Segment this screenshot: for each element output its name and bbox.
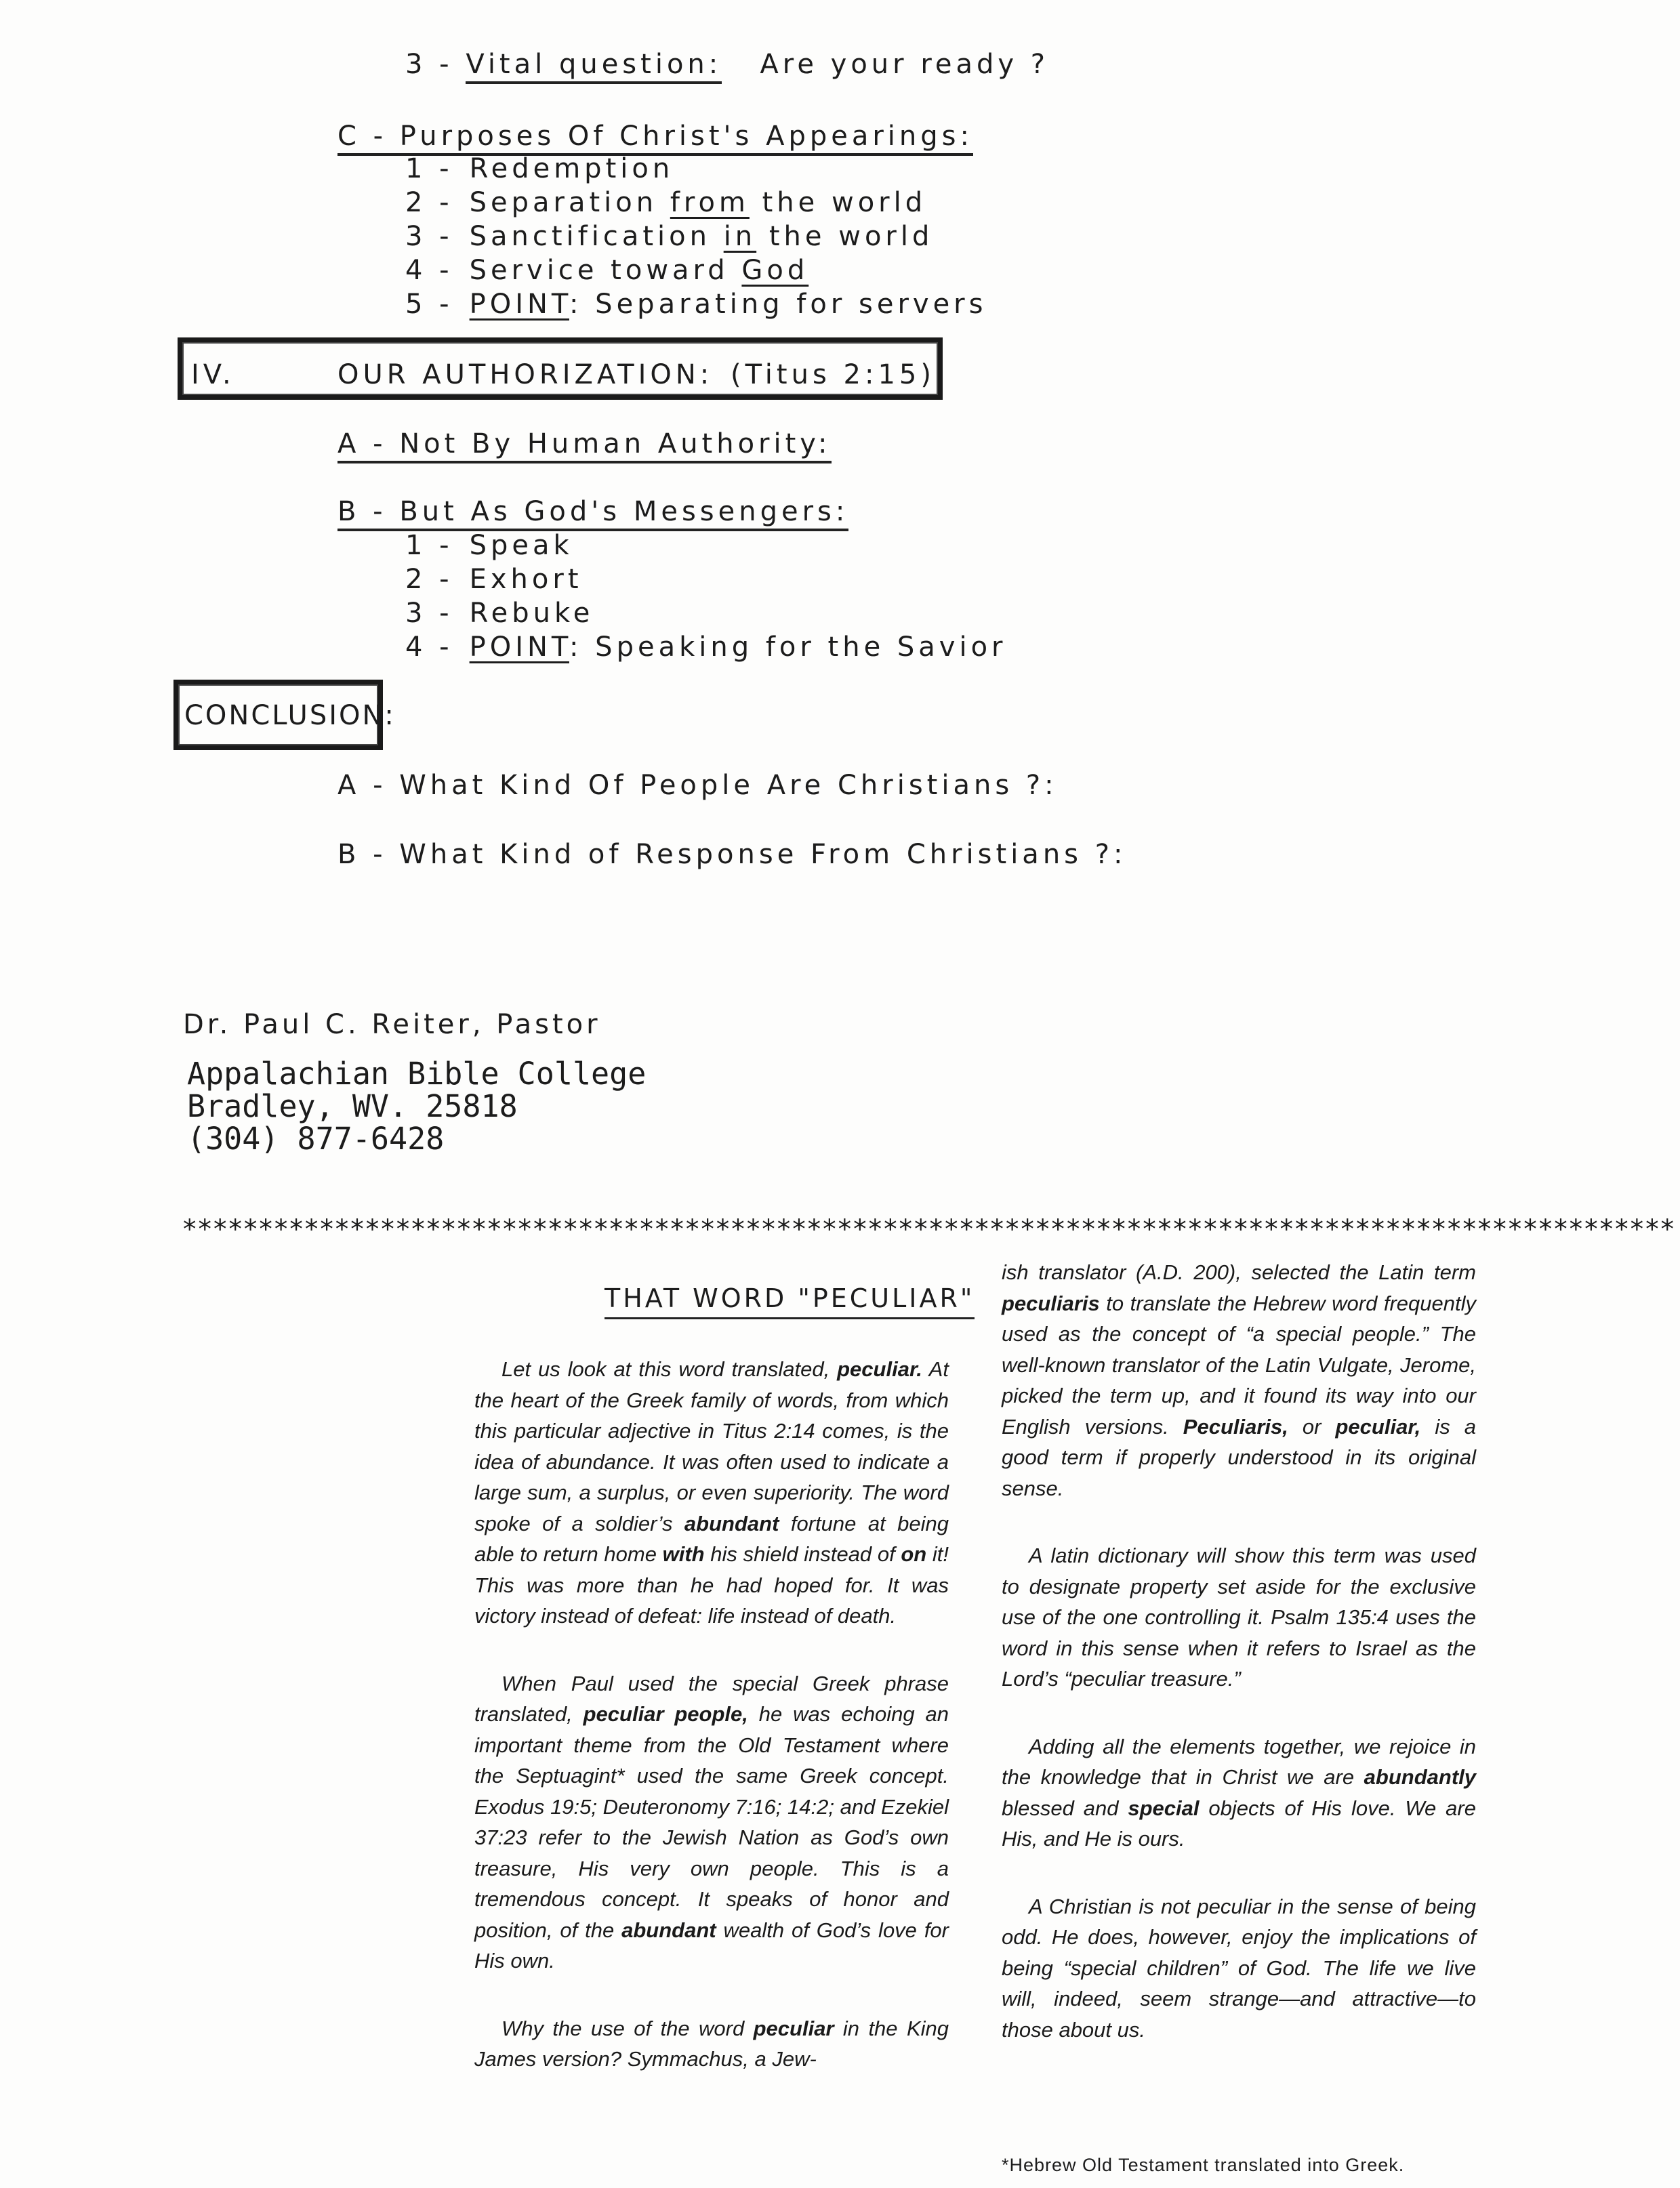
article-paragraph: A Christian is not peculiar in the sense of being odd. He does, however, enjoy the implications of being “special children” of God. The life we live will, indeed, seem strange—and attractive—to those about us. — [1002, 1894, 1476, 2042]
section-letter: B - — [337, 496, 387, 527]
item-number: 2 - — [405, 564, 453, 595]
college-name — [187, 1056, 646, 1092]
article-column-right — [1002, 1257, 1476, 2082]
list-item — [405, 289, 987, 320]
pastor-name — [183, 1009, 601, 1040]
item-number: 3 - — [405, 221, 453, 252]
conclusion-point-b — [337, 839, 1126, 870]
asterisk-divider: ************************************************************************************************** — [182, 1214, 1675, 1245]
section-letter: C - — [337, 121, 388, 152]
article-column-left — [474, 1354, 949, 2075]
college-phone — [187, 1121, 444, 1157]
item-number: 3 - — [405, 49, 453, 80]
list-item — [405, 632, 1007, 663]
section-iv-reference — [731, 359, 935, 390]
article-paragraph: A latin dictionary will show this term was used to designate property set aside for the exclusive use of the one controlling it. Psalm 135:4 uses the word in this sense when it refers to Israel as the Lord’s “peculiar treasure.” — [1002, 1544, 1476, 1691]
item-text: Sanctification — [469, 221, 724, 252]
article-paragraph: Adding all the elements together, we rejoice in the knowledge that in Christ we are abundantly blessed and special objects of His love. We are His, and He is ours. — [1002, 1734, 1476, 1851]
item-text: : Speaking for the Savior — [569, 632, 1007, 663]
pastor-name-text: Dr. Paul C. Reiter, Pastor — [183, 1009, 601, 1040]
article-paragraph: ish translator (A.D. 200), selected the Latin term peculiaris to translate the Hebrew word frequently used as the concept of “a special people.” The well-known translator of the Latin Vulgate, Jerome, picked the term up, and it found its way into our English versions. Peculiaris, or peculiar, is a good term if properly understood in its original sense. — [1002, 1260, 1476, 1500]
item-text: : Separating for servers — [569, 289, 987, 320]
section-label: But As God's Messengers: — [399, 496, 849, 527]
list-item — [405, 187, 926, 218]
conclusion-point-a-text: A - What Kind Of People Are Christians ?: — [337, 770, 1058, 801]
item-text: Exhort — [469, 564, 583, 595]
conclusion-point-a — [337, 770, 1058, 801]
list-item — [405, 598, 594, 629]
item-emphasis: God — [741, 255, 809, 286]
article-paragraph: Why the use of the word peculiar in the King James version? Symmachus, a Jew- — [474, 2016, 949, 2071]
section-c-heading-text — [337, 121, 973, 156]
list-item — [405, 221, 933, 252]
section-b-heading-text — [337, 496, 848, 531]
section-label: Not By Human Authority: — [399, 428, 832, 459]
item-text: Redemption — [469, 153, 674, 184]
section-c-heading — [337, 121, 973, 152]
item-text: Separation — [469, 187, 670, 218]
item-text: Speak — [469, 530, 573, 561]
vital-question-label: Vital question: — [466, 49, 722, 84]
section-letter: A - — [337, 428, 387, 459]
item-emphasis: from — [670, 187, 750, 218]
item-number: 3 - — [405, 598, 453, 629]
item-emphasis: in — [723, 221, 757, 252]
item-text: Service toward — [469, 255, 742, 286]
article-title: THAT WORD "PECULIAR" — [605, 1283, 975, 1319]
item-number: 5 - — [405, 289, 453, 320]
vital-question-line — [405, 49, 1049, 80]
item-number: 1 - — [405, 153, 453, 184]
list-item — [405, 153, 674, 184]
item-text: the world — [749, 187, 927, 218]
section-b-heading — [337, 496, 848, 527]
item-number: 1 - — [405, 530, 453, 561]
article-paragraph: When Paul used the special Greek phrase translated, peculiar people, he was echoing an important theme from the Old Testament where the Septuagint* used the same Greek concept. Exodus 19:5; Deuteronomy 7:16; 14:2; and Ezekiel 37:23 refer to the Jewish Nation as God’s own treasure, His very own people. This is a tremendous concept. It speaks of honor and position, of the abundant wealth of God’s love for His own. — [474, 1671, 949, 1973]
list-item — [405, 255, 808, 286]
section-label: Purposes Of Christ's Appearings: — [399, 121, 973, 152]
section-a-heading — [337, 428, 832, 459]
item-emphasis: POINT — [469, 632, 569, 663]
article-footnote: *Hebrew Old Testament translated into Greek. — [1002, 2155, 1405, 2175]
item-number: 4 - — [405, 632, 453, 663]
college-city-text: Bradley, WV. 25818 — [187, 1088, 518, 1124]
item-number: 2 - — [405, 187, 453, 218]
college-phone-text: (304) 877-6428 — [187, 1121, 445, 1157]
college-name-text: Appalachian Bible College — [187, 1056, 647, 1092]
item-number: 4 - — [405, 255, 453, 286]
section-a-heading-text — [337, 428, 832, 463]
conclusion-point-b-text: B - What Kind of Response From Christians ?: — [337, 839, 1127, 870]
item-emphasis: POINT — [469, 289, 569, 320]
section-iv-reference-text: (Titus 2:15) — [731, 359, 935, 390]
section-iv-numeral: IV. — [191, 359, 235, 390]
article-paragraph: Let us look at this word translated, peculiar. At the heart of the Greek family of words, from which this particular adjective in Titus 2:14 comes, is the idea of abundance. It was often used to indicate a large sum, a surplus, or even superiority. The word spoke of a soldier’s abundant fortune at being able to return home with his shield instead of on it! This was more than he had hoped for. It was victory instead of defeat: life instead of death. — [474, 1357, 949, 1628]
section-iv-heading — [191, 359, 235, 390]
conclusion-label — [184, 700, 396, 731]
list-item — [405, 530, 573, 561]
item-text: the world — [756, 221, 934, 252]
item-text: Rebuke — [469, 598, 594, 629]
college-city — [187, 1088, 518, 1124]
section-iv-title-text: OUR AUTHORIZATION: — [337, 359, 714, 390]
section-iv-title — [337, 359, 713, 390]
vital-question-text: Are your ready ? — [760, 49, 1050, 80]
list-item — [405, 564, 583, 595]
conclusion-label-text: CONCLUSION: — [184, 700, 396, 731]
